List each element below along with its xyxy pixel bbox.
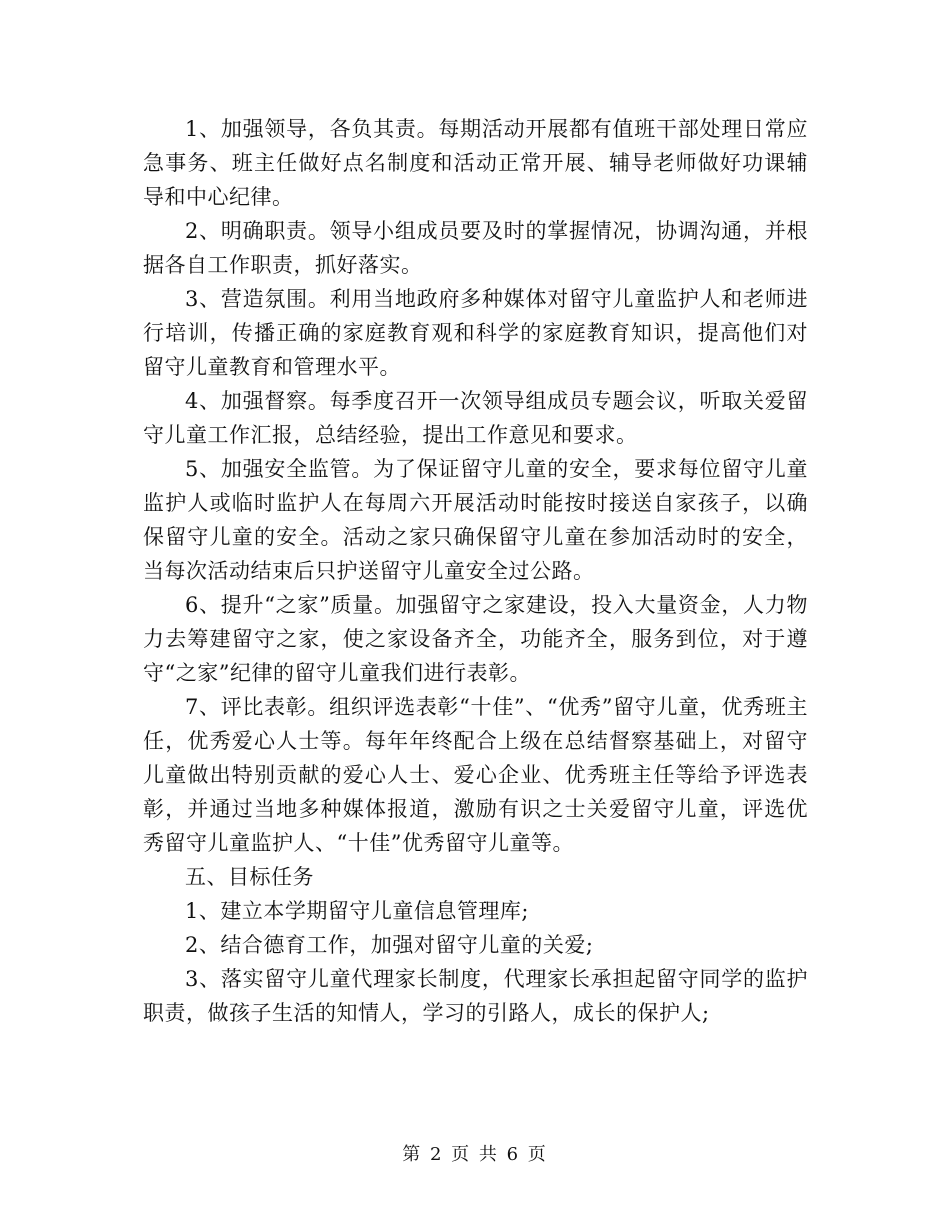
page-footer: 第 2 页 共 6 页 (402, 1144, 548, 1165)
paragraph-supervision: 4、加强督察。每季度召开一次领导组成员专题会议，听取关爱留守儿童工作汇报，总结经验，提出工作意见和要求。 (143, 389, 808, 447)
paragraph-duty: 2、明确职责。领导小组成员要及时的掌握情况，协调沟通，并根据各自工作职责，抓好落实。 (143, 219, 808, 277)
paragraph-awards: 7、评比表彰。组织评选表彰“十佳”、“优秀”留守儿童，优秀班主任，优秀爱心人士等。每年年终配合上级在总结督察基础上，对留守儿童做出特别贡献的爱心人士、爱心企业、优秀班主任等给予评选表彰，并通过当地多种媒体报道，激励有识之士关爱留守儿童，评选优秀留守儿童监护人、“十佳”优秀留守儿童等。 (143, 695, 808, 855)
task-item-3: 3、落实留守儿童代理家长制度，代理家长承担起留守同学的监护职责，做孩子生活的知情人，学习的引路人，成长的保护人; (143, 967, 808, 1025)
paragraph-lead: 1、加强领导，各负其责。每期活动开展都有值班干部处理日常应急事务、班主任做好点名制度和活动正常开展、辅导老师做好功课辅导和中心纪律。 (143, 117, 808, 209)
task-item-2: 2、结合德育工作，加强对留守儿童的关爱; (185, 933, 594, 957)
paragraph-safety: 5、加强安全监管。为了保证留守儿童的安全，要求每位留守儿童监护人或临时监护人在每周六开展活动时能按时接送自家孩子，以确保留守儿童的安全。活动之家只确保留守儿童在参加活动时的安全，当每次活动结束后只护送留守儿童安全过公路。 (143, 457, 808, 583)
section-heading: 五、目标任务 (185, 865, 314, 889)
paragraph-atmosphere: 3、营造氛围。利用当地政府多种媒体对留守儿童监护人和老师进行培训，传播正确的家庭教育观和科学的家庭教育知识，提高他们对留守儿童教育和管理水平。 (143, 287, 808, 379)
paragraph-quality: 6、提升“之家”质量。加强留守之家建设，投入大量资金，人力物力去筹建留守之家，使之家设备齐全，功能齐全，服务到位，对于遵守“之家”纪律的留守儿童我们进行表彰。 (143, 593, 808, 685)
task-item-1: 1、建立本学期留守儿童信息管理库; (185, 899, 529, 923)
document-body (143, 112, 808, 1030)
